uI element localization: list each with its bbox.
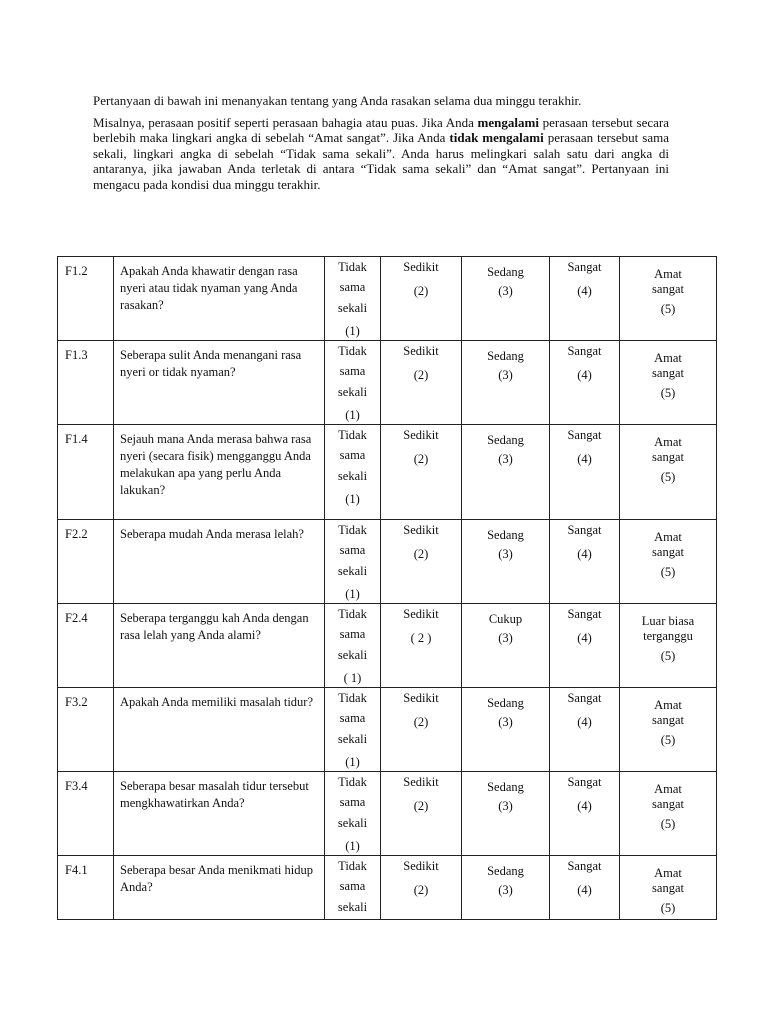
- instr-text: perasaan tersebut sama sekali, lingkari angka di sebelah “Tidak sama sekali”. Anda harus melingkari salah satu dari angka di antaranya, jika jawaban Anda terletak di antara “Tidak sama sekali” dan “Amat sangat”. Pertanyaan ini mengacu pada kondisi dua minggu terakhir.: [93, 130, 669, 192]
- option-4-number: (4): [577, 631, 592, 645]
- answer-option-5[interactable]: [620, 341, 717, 425]
- option-4-number: (4): [577, 284, 592, 298]
- option-4-label: Sangat: [567, 260, 602, 274]
- option-5-label-line-1: Amat: [654, 267, 682, 281]
- question-code: F3.4: [58, 772, 114, 856]
- option-5-label-line-2: sangat: [652, 713, 684, 727]
- option-5-label-line-2: terganggu: [643, 629, 693, 643]
- option-5-number: (5): [660, 565, 676, 579]
- option-2-number: (2): [413, 284, 429, 298]
- answer-option-4[interactable]: [550, 425, 620, 520]
- question-code: F1.4: [58, 425, 114, 520]
- answer-option-1[interactable]: [325, 604, 381, 688]
- option-1-label-line-2: sama: [339, 879, 366, 893]
- option-1-label-line-2: sama: [339, 627, 366, 641]
- question-code: F3.2: [58, 688, 114, 772]
- answer-option-3[interactable]: [462, 772, 550, 856]
- option-2-label: Sedikit: [403, 428, 439, 442]
- question-code: F1.3: [58, 341, 114, 425]
- question-text: Seberapa terganggu kah Anda dengan rasa lelah yang Anda alami?: [114, 604, 325, 688]
- answer-option-3[interactable]: [462, 341, 550, 425]
- instr-bold-mengalami: mengalami: [477, 114, 539, 130]
- answer-option-2[interactable]: [381, 856, 462, 920]
- option-4-label: Sangat: [567, 344, 602, 358]
- instr-text: Misalnya, perasaan positif seperti perasaan bahagia atau puas. Jika Anda: [93, 114, 478, 130]
- option-1-label-line-2: sama: [339, 543, 366, 557]
- option-2-number: (2): [413, 368, 429, 382]
- instr-text: perasaan tersebut secara berlebih maka lingkari angka di sebelah “Amat sangat”. Jika Anda: [93, 114, 669, 145]
- answer-option-4[interactable]: [550, 257, 620, 341]
- option-5-label-line-1: Amat: [654, 866, 682, 880]
- question-row: [58, 425, 717, 520]
- answer-option-1[interactable]: [325, 856, 381, 920]
- instr-bold-tidak-mengalami: tidak mengalami: [449, 130, 544, 145]
- answer-option-5[interactable]: [620, 604, 717, 688]
- option-4-label: Sangat: [567, 428, 602, 442]
- question-row: [58, 520, 717, 604]
- question-text: Seberapa sulit Anda menangani rasa nyeri or tidak nyaman?: [114, 341, 325, 425]
- question-text: Apakah Anda memiliki masalah tidur?: [114, 688, 325, 772]
- option-1-label-line-3: sekali: [337, 900, 368, 914]
- option-1-number: (1): [345, 839, 360, 853]
- option-2-label: Sedikit: [403, 859, 439, 873]
- option-2-number: (2): [413, 799, 429, 813]
- option-1-label-line-3: sekali: [337, 564, 368, 578]
- answer-option-1[interactable]: [325, 425, 381, 520]
- answer-option-4[interactable]: [550, 604, 620, 688]
- option-4-label: Sangat: [567, 607, 602, 621]
- option-2-number: (2): [413, 452, 429, 466]
- option-4-label: Sangat: [567, 691, 602, 705]
- option-5-label-line-2: sangat: [652, 545, 684, 559]
- option-1-label-line-1: Tidak: [338, 859, 367, 873]
- answer-option-4[interactable]: [550, 688, 620, 772]
- option-1-label-line-1: Tidak: [338, 428, 367, 442]
- option-5-label-line-2: sangat: [652, 450, 684, 464]
- question-row: [58, 772, 717, 856]
- answer-option-2[interactable]: [381, 688, 462, 772]
- answer-option-5[interactable]: [620, 425, 717, 520]
- answer-option-3[interactable]: [462, 688, 550, 772]
- instructions-paragraph-2: [93, 115, 669, 193]
- option-4-number: (4): [577, 368, 592, 382]
- question-code: F2.2: [58, 520, 114, 604]
- option-5-label-line-2: sangat: [652, 282, 684, 296]
- option-5-label-line-1: Amat: [654, 530, 682, 544]
- option-1-label-line-2: sama: [339, 364, 366, 378]
- option-2-number: (2): [413, 547, 429, 561]
- option-5-number: (5): [660, 649, 676, 663]
- option-1-number: (1): [345, 755, 360, 769]
- answer-option-4[interactable]: [550, 520, 620, 604]
- answer-option-2[interactable]: [381, 604, 462, 688]
- option-1-label-line-1: Tidak: [338, 344, 367, 358]
- option-4-label: Sangat: [567, 523, 602, 537]
- option-3-number: (3): [498, 284, 513, 298]
- option-2-label: Sedikit: [403, 260, 439, 274]
- question-code: F1.2: [58, 257, 114, 341]
- option-3-number: (3): [498, 452, 513, 466]
- option-3-label: Sedang: [487, 864, 524, 878]
- option-1-number: (1): [345, 492, 360, 506]
- option-3-label: Sedang: [487, 528, 524, 542]
- question-text: Seberapa besar masalah tidur tersebut mengkhawatirkan Anda?: [114, 772, 325, 856]
- answer-option-4[interactable]: [550, 772, 620, 856]
- answer-option-1[interactable]: [325, 257, 381, 341]
- option-4-number: (4): [577, 799, 592, 813]
- option-2-number: ( 2 ): [410, 631, 432, 645]
- option-2-label: Sedikit: [403, 523, 439, 537]
- answer-option-3[interactable]: [462, 604, 550, 688]
- option-3-label: Sedang: [487, 780, 524, 794]
- option-4-number: (4): [577, 883, 592, 897]
- answer-option-2[interactable]: [381, 257, 462, 341]
- option-5-label-line-2: sangat: [652, 366, 684, 380]
- option-1-label-line-3: sekali: [337, 648, 368, 662]
- option-1-label-line-3: sekali: [337, 732, 368, 746]
- option-4-number: (4): [577, 452, 592, 466]
- answer-option-5[interactable]: [620, 257, 717, 341]
- answer-option-4[interactable]: [550, 856, 620, 920]
- option-3-label: Cukup: [488, 612, 523, 626]
- option-1-label-line-1: Tidak: [338, 775, 367, 789]
- option-5-number: (5): [660, 817, 676, 831]
- answer-option-1[interactable]: [325, 772, 381, 856]
- option-5-label-line-2: sangat: [652, 881, 684, 895]
- answer-option-2[interactable]: [381, 341, 462, 425]
- option-1-label-line-1: Tidak: [338, 523, 367, 537]
- option-2-label: Sedikit: [403, 775, 439, 789]
- option-3-number: (3): [498, 799, 513, 813]
- answer-option-1[interactable]: [325, 688, 381, 772]
- answer-option-2[interactable]: [381, 772, 462, 856]
- option-1-number: (1): [345, 587, 360, 601]
- option-5-label-line-1: Amat: [654, 351, 682, 365]
- option-5-number: (5): [660, 470, 676, 484]
- question-row: [58, 856, 717, 920]
- answer-option-3[interactable]: [462, 856, 550, 920]
- option-2-label: Sedikit: [403, 607, 439, 621]
- option-1-number: (1): [345, 408, 360, 422]
- option-5-label-line-1: Amat: [654, 782, 682, 796]
- question-code: F2.4: [58, 604, 114, 688]
- question-row: [58, 604, 717, 688]
- option-3-label: Sedang: [487, 433, 524, 447]
- option-5-label-line-1: Luar biasa: [641, 614, 695, 628]
- answer-option-2[interactable]: [381, 425, 462, 520]
- option-5-number: (5): [660, 733, 676, 747]
- option-3-number: (3): [498, 715, 513, 729]
- option-2-label: Sedikit: [403, 344, 439, 358]
- option-1-label-line-1: Tidak: [338, 691, 367, 705]
- question-row: [58, 688, 717, 772]
- answer-option-4[interactable]: [550, 341, 620, 425]
- answer-option-5[interactable]: [620, 520, 717, 604]
- question-text: Sejauh mana Anda merasa bahwa rasa nyeri (secara fisik) mengganggu Anda melakukan apa yang perlu Anda lakukan?: [114, 425, 325, 520]
- option-3-label: Sedang: [487, 696, 524, 710]
- option-1-label-line-2: sama: [339, 448, 366, 462]
- option-5-label-line-2: sangat: [652, 797, 684, 811]
- option-2-number: (2): [413, 715, 429, 729]
- option-3-number: (3): [498, 631, 513, 645]
- question-text: Seberapa mudah Anda merasa lelah?: [114, 520, 325, 604]
- answer-option-5[interactable]: [620, 772, 717, 856]
- question-row: [58, 341, 717, 425]
- option-2-label: Sedikit: [403, 691, 439, 705]
- option-1-label-line-3: sekali: [337, 385, 368, 399]
- question-text: Apakah Anda khawatir dengan rasa nyeri atau tidak nyaman yang Anda rasakan?: [114, 257, 325, 341]
- question-row: [58, 257, 717, 341]
- instructions-paragraph-1: Pertanyaan di bawah ini menanyakan tentang yang Anda rasakan selama dua minggu terakhir.: [93, 93, 582, 108]
- option-1-label-line-2: sama: [339, 711, 366, 725]
- answer-option-1[interactable]: [325, 341, 381, 425]
- option-3-number: (3): [498, 547, 513, 561]
- option-1-label-line-1: Tidak: [338, 607, 367, 621]
- answer-option-5[interactable]: [620, 688, 717, 772]
- option-1-label-line-3: sekali: [337, 816, 368, 830]
- option-2-number: (2): [413, 883, 429, 897]
- option-1-label-line-3: sekali: [337, 301, 368, 315]
- option-5-number: (5): [660, 901, 676, 915]
- option-4-number: (4): [577, 547, 592, 561]
- option-5-number: (5): [660, 386, 676, 400]
- option-5-label-line-1: Amat: [654, 698, 682, 712]
- option-1-number: ( 1): [343, 671, 362, 685]
- option-1-label-line-2: sama: [339, 795, 366, 809]
- option-1-number: (1): [345, 324, 360, 338]
- answer-option-3[interactable]: [462, 257, 550, 341]
- question-text: Seberapa besar Anda menikmati hidup Anda?: [114, 856, 325, 920]
- option-3-number: (3): [498, 368, 513, 382]
- option-3-number: (3): [498, 883, 513, 897]
- answer-option-5[interactable]: [620, 856, 717, 920]
- option-4-label: Sangat: [567, 775, 602, 789]
- option-1-label-line-1: Tidak: [338, 260, 367, 274]
- instructions: [93, 93, 669, 198]
- answer-option-3[interactable]: [462, 425, 550, 520]
- answer-option-3[interactable]: [462, 520, 550, 604]
- option-3-label: Sedang: [487, 349, 524, 363]
- option-1-label-line-3: sekali: [337, 469, 368, 483]
- answer-option-1[interactable]: [325, 520, 381, 604]
- option-3-label: Sedang: [487, 265, 524, 279]
- answer-option-2[interactable]: [381, 520, 462, 604]
- questionnaire-table: [57, 256, 717, 920]
- option-5-label-line-1: Amat: [654, 435, 682, 449]
- question-code: F4.1: [58, 856, 114, 920]
- option-5-number: (5): [660, 302, 676, 316]
- option-4-label: Sangat: [567, 859, 602, 873]
- option-1-label-line-2: sama: [339, 280, 366, 294]
- option-4-number: (4): [577, 715, 592, 729]
